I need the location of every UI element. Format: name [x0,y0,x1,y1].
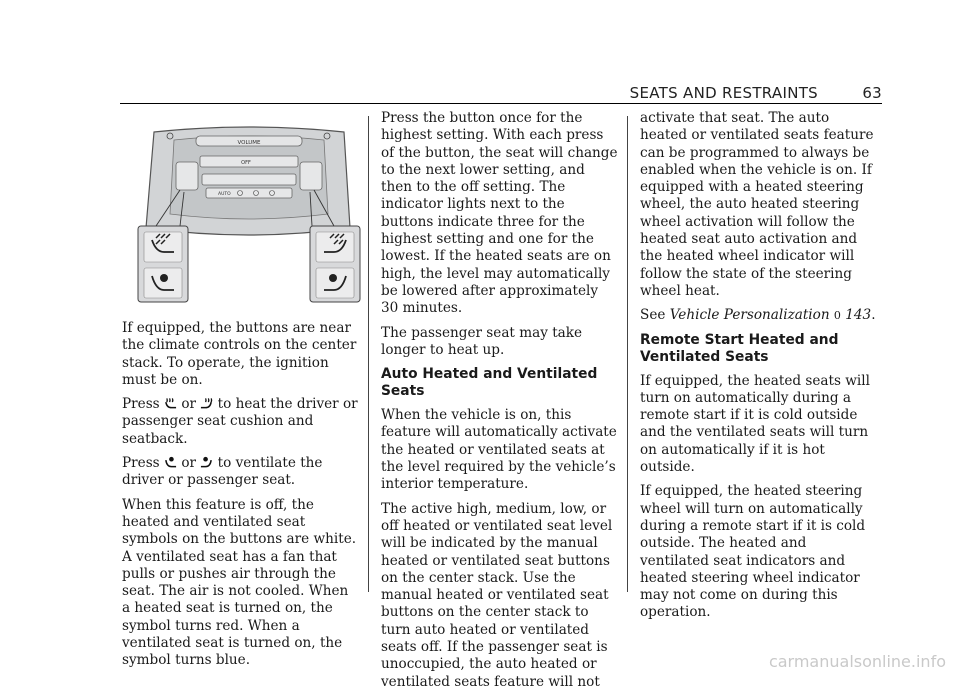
remote-start-wheel-paragraph: If equipped, the heated steering wheel will turn on automatically during a remote start if it is cold outside. The heated and ventilated seat indicators and heated steering wheel indicator may not come on during this operation. [640,483,866,621]
heated-seat-driver-icon [164,396,177,410]
or-word: or [181,455,196,472]
see-reference [640,307,878,324]
passenger-heat-note: The passenger seat may take longer to heat up. [381,324,583,358]
off-label: OFF [241,160,251,166]
heat-instruction-text: to heat the driver or passenger seat cushion and seatback. [122,396,358,447]
press-word: Press [122,396,160,413]
remote-start-heading: Remote Start Heated and Ventilated Seats [640,331,839,365]
page-header [120,84,882,104]
heat-instruction [122,396,358,448]
active-level-paragraph: The active high, medium, low, or off heated or ventilated seat level will be indicated by the manual heated or ventilated seat buttons on the center stack. Use the manual heated or ventilated seat buttons on the center stack to turn auto heated or ventilated seats off. If the passenger seat is unoccupied, the auto heated or ventilated seats feature will not [381,500,613,690]
auto-seats-paragraph: When the vehicle is on, this feature will automatically activate the heated or ventilated seats at the level required by the vehicle’s interior temperature. [381,407,617,493]
column-2 [381,110,619,698]
auto-label: AUTO [218,192,231,197]
ventilated-seat-passenger-icon [200,455,213,469]
intro-paragraph: If equipped, the buttons are near the climate controls on the center stack. To operate, the ignition must be on. [122,320,357,388]
column-3 [640,110,878,629]
button-settings-paragraph: Press the button once for the highest setting. With each press of the button, the seat will change to the next lower setting, and then to the off setting. The indicator lights next to the buttons indicate three for the highest setting and one for the lowest. If the heated seats are on high, the level may automatically be lowered after approximately 30 minutes. [381,110,618,317]
column-1 [122,108,358,677]
vehicle-personalization-link[interactable]: Vehicle Personalization [669,307,830,324]
heated-seat-passenger-icon [200,396,213,410]
ventilate-instruction-text: to ventilate the driver or passenger seat. [122,455,323,489]
reference-page-number[interactable]: 143 [845,307,872,324]
remote-start-seats-paragraph: If equipped, the heated seats will turn on automatically during a remote start if it is cold outside and the ventilated seats will turn on automatically if it is hot outside. [640,372,870,476]
column-divider-1 [368,116,369,592]
climate-panel-illustration [134,118,364,308]
section-title: SEATS AND RESTRAINTS [629,84,818,102]
symbol-description: When this feature is off, the heated and ventilated seat symbols on the buttons are white. A ventilated seat has a fan that pulls or pushes air through the seat. The air is not cooled. When a heated seat is turned on, the symbol turns red. When a ventilated seat is turned on, the symbol turns blue. [122,496,357,669]
watermark: carmanualsonline.info [768,652,946,671]
reference-suffix: . [871,307,876,324]
or-word: or [181,396,196,413]
ventilate-instruction [122,455,358,490]
auto-activation-paragraph: activate that seat. The auto heated or ventilated seats feature can be programmed to always be enabled when the vehicle is on. If equipped with a heated steering wheel, the auto heated steering wheel activation will follow the heated seat auto activation and the heated wheel indicator will follow the state of the steering wheel heat. [640,110,874,299]
volume-label: VOLUME [237,140,261,146]
header-rule [120,103,882,104]
auto-seats-heading: Auto Heated and Ventilated Seats [381,366,598,400]
climate-panel-drawing [134,118,364,308]
page-reference-arrow-icon: 0 [833,309,841,323]
see-prefix: See [640,307,666,324]
ventilated-seat-driver-icon [164,455,177,469]
column-divider-2 [627,116,628,592]
press-word: Press [122,455,160,472]
page-number: 63 [862,84,882,102]
